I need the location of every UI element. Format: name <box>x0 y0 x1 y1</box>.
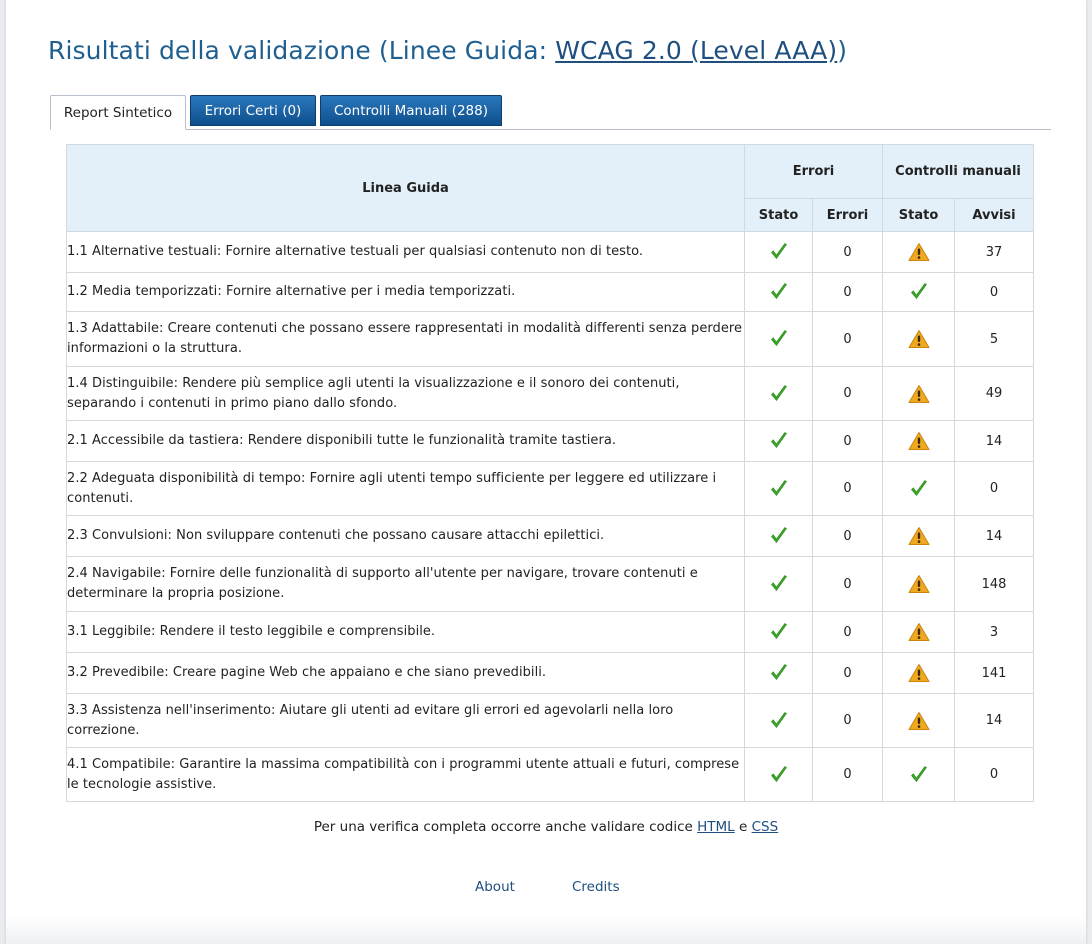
manual-status-cell <box>883 273 955 312</box>
warning-icon <box>908 526 930 546</box>
warning-count: 141 <box>955 653 1034 694</box>
warning-count: 0 <box>955 273 1034 312</box>
error-status-cell <box>745 421 813 462</box>
check-icon <box>769 384 789 404</box>
manual-status-cell <box>883 516 955 557</box>
html-link[interactable]: HTML <box>697 819 735 835</box>
error-count: 0 <box>813 462 883 516</box>
check-icon <box>769 526 789 546</box>
warning-count: 14 <box>955 516 1034 557</box>
warning-count: 3 <box>955 612 1034 653</box>
error-count: 0 <box>813 557 883 612</box>
footer-note-text: Per una verifica completa occorre anche validare codice <box>313 819 698 835</box>
page <box>6 0 1086 944</box>
check-icon <box>769 242 789 262</box>
table-row <box>67 612 1034 653</box>
warning-count: 37 <box>955 232 1034 273</box>
header-warnings: Avvisi <box>955 199 1034 232</box>
error-status-cell <box>745 694 813 748</box>
check-icon <box>769 622 789 642</box>
error-status-cell <box>745 748 813 802</box>
warning-icon <box>908 329 930 349</box>
warning-icon <box>908 663 930 683</box>
error-count: 0 <box>813 232 883 273</box>
header-manual-status: Stato <box>883 199 955 232</box>
error-count: 0 <box>813 367 883 421</box>
check-icon <box>769 282 789 302</box>
warning-count: 14 <box>955 421 1034 462</box>
check-icon <box>769 663 789 683</box>
guidelines-link[interactable]: WCAG 2.0 (Level AAA) <box>555 36 838 65</box>
header-errors: Errori <box>813 199 883 232</box>
warning-count: 5 <box>955 312 1034 367</box>
tab-report-sintetico[interactable]: Report Sintetico <box>50 95 186 130</box>
header-guideline: Linea Guida <box>67 145 745 232</box>
guideline-text: 1.4 Distinguibile: Rendere più semplice agli utenti la visualizzazione e il sonoro dei contenuti, separando i contenuti in primo piano dallo sfondo. <box>67 367 745 421</box>
error-count: 0 <box>813 612 883 653</box>
manual-status-cell <box>883 462 955 516</box>
warning-count: 49 <box>955 367 1034 421</box>
table-body <box>67 232 1034 802</box>
error-status-cell <box>745 367 813 421</box>
table-row <box>67 462 1034 516</box>
guideline-text: 1.2 Media temporizzati: Fornire alternative per i media temporizzati. <box>67 273 745 312</box>
manual-status-cell <box>883 421 955 462</box>
table-row <box>67 557 1034 612</box>
manual-status-cell <box>883 312 955 367</box>
guideline-text: 3.2 Prevedibile: Creare pagine Web che appaiano e che siano prevedibili. <box>67 653 745 694</box>
error-status-cell <box>745 653 813 694</box>
table-row <box>67 273 1034 312</box>
error-count: 0 <box>813 516 883 557</box>
table-row <box>67 516 1034 557</box>
footer-conjunction: e <box>734 819 752 835</box>
guideline-text: 2.2 Adeguata disponibilità di tempo: Fornire agli utenti tempo sufficiente per leggere ed utilizzare i contenuti. <box>67 462 745 516</box>
header-errors-group: Errori <box>745 145 883 199</box>
check-icon <box>769 574 789 594</box>
about-link[interactable]: About <box>475 879 515 895</box>
check-icon <box>909 479 929 499</box>
error-status-cell <box>745 232 813 273</box>
manual-status-cell <box>883 653 955 694</box>
warning-icon <box>908 431 930 451</box>
error-status-cell <box>745 273 813 312</box>
error-status-cell <box>745 312 813 367</box>
check-icon <box>769 479 789 499</box>
page-bottom-shadow <box>6 916 1086 944</box>
check-icon <box>909 282 929 302</box>
tab-controlli-manuali[interactable]: Controlli Manuali (288) <box>320 95 502 126</box>
table-row <box>67 367 1034 421</box>
credits-link[interactable]: Credits <box>572 879 620 895</box>
check-icon <box>769 711 789 731</box>
guideline-text: 4.1 Compatibile: Garantire la massima compatibilità con i programmi utente attuali e futuri, comprese le tecnologie assistive. <box>67 748 745 802</box>
page-title-suffix: ) <box>837 36 848 65</box>
guideline-text: 3.1 Leggibile: Rendere il testo leggibile e comprensibile. <box>67 612 745 653</box>
warning-icon <box>908 622 930 642</box>
tab-errori-certi[interactable]: Errori Certi (0) <box>190 95 316 126</box>
guideline-text: 1.3 Adattabile: Creare contenuti che possano essere rappresentati in modalità differenti senza perdere informazioni o la struttura. <box>67 312 745 367</box>
check-icon <box>769 431 789 451</box>
warning-icon <box>908 384 930 404</box>
error-count: 0 <box>813 748 883 802</box>
manual-status-cell <box>883 367 955 421</box>
guideline-text: 2.1 Accessibile da tastiera: Rendere disponibili tutte le funzionalità tramite tastiera. <box>67 421 745 462</box>
warning-icon <box>908 711 930 731</box>
error-count: 0 <box>813 312 883 367</box>
header-status: Stato <box>745 199 813 232</box>
warning-icon <box>908 242 930 262</box>
warning-count: 148 <box>955 557 1034 612</box>
manual-status-cell <box>883 557 955 612</box>
error-count: 0 <box>813 273 883 312</box>
table-row <box>67 312 1034 367</box>
summary-table <box>66 144 1034 802</box>
footer-note <box>6 819 1086 835</box>
page-title <box>48 36 847 65</box>
manual-status-cell <box>883 612 955 653</box>
warning-icon <box>908 574 930 594</box>
error-status-cell <box>745 462 813 516</box>
manual-status-cell <box>883 748 955 802</box>
check-icon <box>769 329 789 349</box>
table-row <box>67 232 1034 273</box>
guideline-text: 2.4 Navigabile: Fornire delle funzionalità di supporto all'utente per navigare, trovare contenuti e determinare la propria posizione. <box>67 557 745 612</box>
error-count: 0 <box>813 653 883 694</box>
warning-count: 0 <box>955 748 1034 802</box>
check-icon <box>769 765 789 785</box>
table-row <box>67 748 1034 802</box>
check-icon <box>909 765 929 785</box>
table-row <box>67 653 1034 694</box>
error-count: 0 <box>813 421 883 462</box>
manual-status-cell <box>883 694 955 748</box>
tab-bar <box>50 95 1051 130</box>
css-link[interactable]: CSS <box>751 819 779 835</box>
guideline-text: 3.3 Assistenza nell'inserimento: Aiutare gli utenti ad evitare gli errori ed agevolarli nella loro correzione. <box>67 694 745 748</box>
warning-count: 14 <box>955 694 1034 748</box>
manual-status-cell <box>883 232 955 273</box>
guideline-text: 2.3 Convulsioni: Non sviluppare contenuti che possano causare attacchi epilettici. <box>67 516 745 557</box>
page-title-prefix: Risultati della validazione (Linee Guida: <box>48 36 556 65</box>
error-count: 0 <box>813 694 883 748</box>
error-status-cell <box>745 557 813 612</box>
error-status-cell <box>745 516 813 557</box>
header-manual-group: Controlli manuali <box>883 145 1034 199</box>
warning-count: 0 <box>955 462 1034 516</box>
table-row <box>67 421 1034 462</box>
table-row <box>67 694 1034 748</box>
guideline-text: 1.1 Alternative testuali: Fornire alternative testuali per qualsiasi contenuto non di testo. <box>67 232 745 273</box>
error-status-cell <box>745 612 813 653</box>
